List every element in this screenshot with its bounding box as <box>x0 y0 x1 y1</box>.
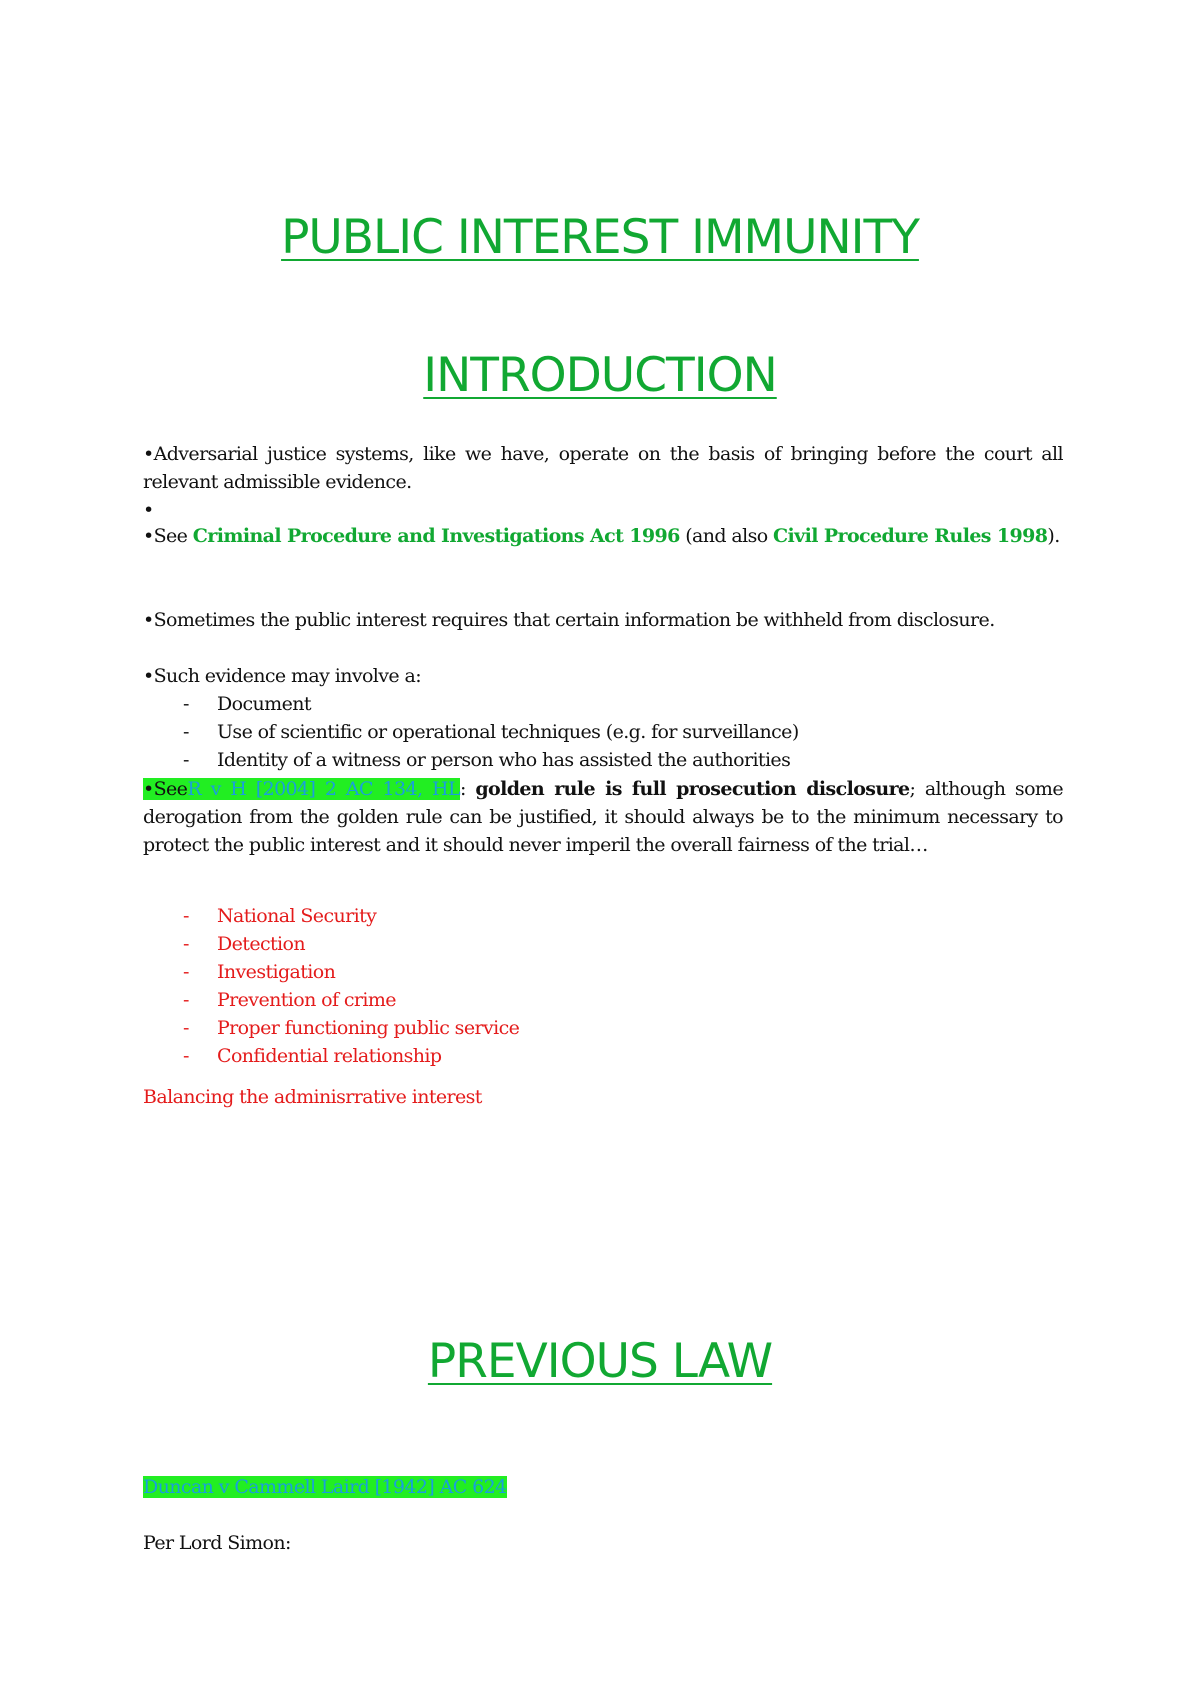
paragraph-see-acts <box>143 522 1063 550</box>
dash-marker: - <box>183 693 189 715</box>
balancing-note: Balancing the adminisrrative interest <box>143 1086 482 1108</box>
dash-marker: - <box>183 721 189 743</box>
case-link-r-v-h[interactable]: R v H [2004] 2 AC 134, HL <box>187 778 460 800</box>
see-suffix: ). <box>1047 525 1060 547</box>
public-interest-grounds <box>143 902 1063 1070</box>
paragraph-r-v-h <box>143 775 1063 859</box>
colon: : <box>459 778 476 800</box>
previous-law-heading: PREVIOUS LAW <box>427 1334 773 1389</box>
dash-marker: - <box>183 749 189 771</box>
document-title: PUBLIC INTEREST IMMUNITY <box>281 210 919 265</box>
case-link-duncan[interactable]: Duncan v Cammell Laird [1942] AC 624 <box>143 1476 507 1498</box>
dash-marker: - <box>183 933 189 955</box>
paragraph-adversarial: •Adversarial justice systems, like we have, operate on the basis of bringing before the court all relevant admissible evidence. <box>143 443 1063 493</box>
list-item: - Detection <box>143 930 1063 958</box>
introduction-heading: INTRODUCTION <box>423 348 777 403</box>
duncan-case-line <box>143 1473 1063 1501</box>
list-item: - Use of scientific or operational techniques (e.g. for surveillance) <box>143 718 1063 746</box>
list-item: - Identity of a witness or person who has assisted the authorities <box>143 746 1063 774</box>
dash-marker: - <box>183 905 189 927</box>
golden-rule-bold: golden rule is full prosecution disclosure <box>475 778 910 800</box>
r-v-h-rest: ; although some derogation from the golden rule can be justified, it should always be to the minimum necessary to protect the public interest and it should never imperil the overall fairness of the trial… <box>143 778 1063 856</box>
dash-marker: - <box>183 989 189 1011</box>
list-item: - Proper functioning public service <box>143 1014 1063 1042</box>
empty-bullet: • <box>143 499 154 521</box>
list-item: - Document <box>143 690 1063 718</box>
evidence-intro: •Such evidence may involve a: <box>143 665 422 687</box>
see-prefix: •See <box>143 525 193 547</box>
list-item: - National Security <box>143 902 1063 930</box>
red-list <box>143 902 1063 1070</box>
paragraph-public-interest: •Sometimes the public interest requires that certain information be withheld from disclosure. <box>143 609 995 631</box>
see-highlight: •See <box>143 778 188 800</box>
dash-marker: - <box>183 961 189 983</box>
act-criminal-procedure: Criminal Procedure and Investigations Act 1996 <box>192 525 680 547</box>
list-item: - Investigation <box>143 958 1063 986</box>
evidence-list <box>143 690 1063 774</box>
dash-marker: - <box>183 1045 189 1067</box>
act-civil-procedure: Civil Procedure Rules 1998 <box>773 525 1048 547</box>
list-item: - Confidential relationship <box>143 1042 1063 1070</box>
per-lord-simon: Per Lord Simon: <box>143 1532 291 1554</box>
evidence-section <box>143 662 1063 774</box>
dash-marker: - <box>183 1017 189 1039</box>
see-middle: (and also <box>679 525 774 547</box>
list-item: - Prevention of crime <box>143 986 1063 1014</box>
